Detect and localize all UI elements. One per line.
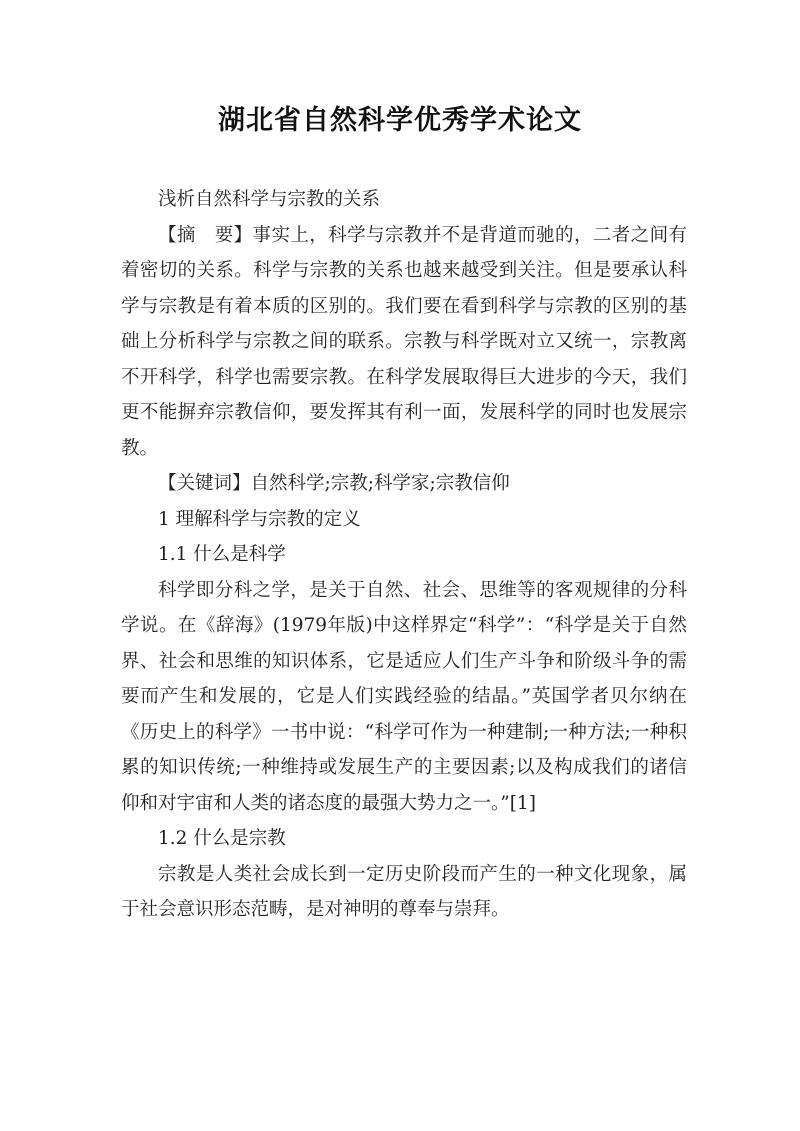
abstract-paragraph: 【摘 要】事实上，科学与宗教并不是背道而驰的，二者之间有着密切的关系。科学与宗教的关系也越来越受到关注。但是要承认科学与宗教是有着本质的区别的。我们要在看到科学与宗教的区别的基础上分析科学与宗教之间的联系。宗教与科学既对立又统一，宗教离不开科学，科学也需要宗教。在科学发展取得巨大进步的今天，我们更不能摒弃宗教信仰，要发挥其有利一面，发展科学的同时也发展宗教。: [121, 224, 687, 459]
body-paragraph: 科学即分科之学，是关于自然、社会、思维等的客观规律的分科学说。在《辞海》(1979年版)中这样界定“科学”：“科学是关于自然界、社会和思维的知识体系，它是适应人们生产斗争和阶级斗争的需要而产生和发展的，它是人们实践经验的结晶。”英国学者贝尔纳在《历史上的科学》一书中说：“科学可作为一种建制;一种方法;一种积累的知识传统;一种维持或发展生产的主要因素;以及构成我们的诸信仰和对宇宙和人类的诸态度的最强大势力之一。”[1]: [121, 579, 687, 814]
subtitle-paragraph: 浅析自然科学与宗教的关系: [158, 189, 381, 210]
section-heading: 1 理解科学与宗教的定义: [158, 508, 361, 530]
document-title: 湖北省自然科学优秀学术论文: [218, 105, 582, 136]
body-paragraph: 宗教是人类社会成长到一定历史阶段而产生的一种文化现象，属于社会意识形态范畴，是对神明的尊奉与崇拜。: [121, 863, 687, 920]
document-body: [121, 182, 687, 928]
subsection-heading: 1.2 什么是宗教: [158, 828, 286, 849]
subsection-heading: 1.1 什么是科学: [158, 544, 286, 565]
keywords-paragraph: 【关键词】自然科学;宗教;科学家;宗教信仰: [158, 473, 510, 494]
